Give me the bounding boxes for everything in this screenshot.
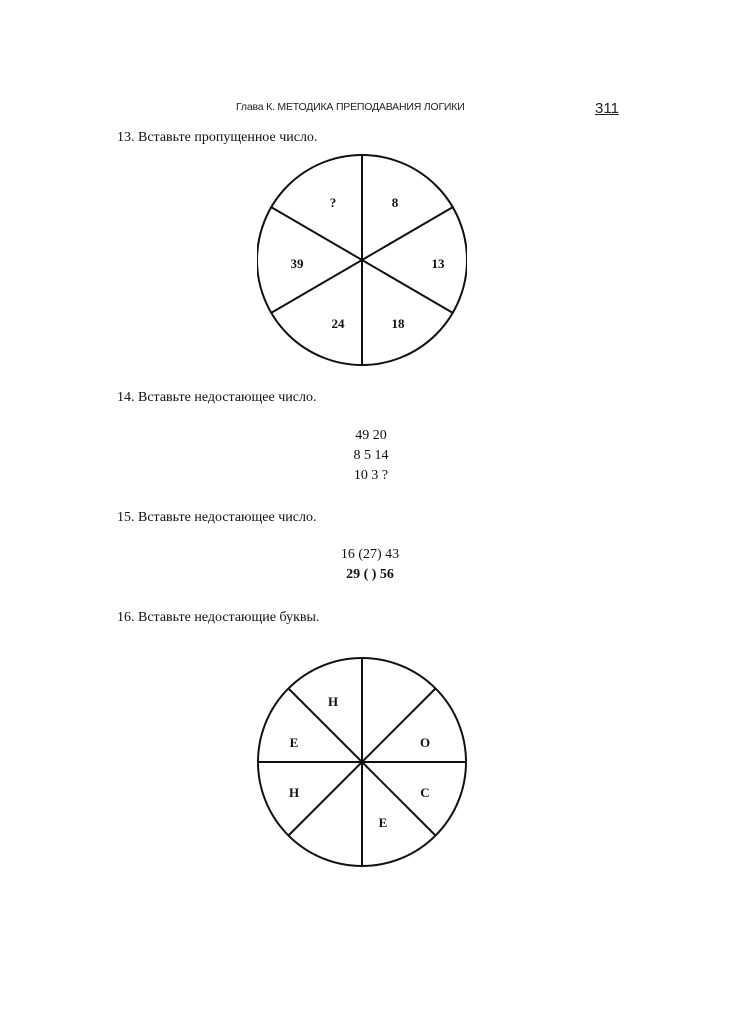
page-number: 311 [595,100,619,117]
sequence-row: 29 ( ) 56 [346,567,394,582]
wheel-value: 8 [391,195,399,210]
wheel-letter: С [420,785,430,800]
wheel-letter: Н [288,785,300,800]
wheel-value: 39 [290,256,304,271]
running-head: Глава К. МЕТОДИКА ПРЕПОДАВАНИЯ ЛОГИКИ [236,101,465,113]
sequence-row: 10 3 ? [353,468,389,483]
wheel-value: 24 [331,316,345,331]
sequence-row: 8 5 14 [353,448,389,463]
letter-wheel [255,655,469,869]
wheel-value: ? [329,195,337,210]
wheel-letter: О [419,735,431,750]
wheel-letter: Е [289,735,299,750]
sequence-row: 16 (27) 43 [340,547,400,562]
sequence-row: 49 20 [355,428,387,443]
wheel-letter: Е [378,815,388,830]
question-13-title: 13. Вставьте пропущенное число. [117,130,318,145]
wheel-value: 13 [431,256,445,271]
number-wheel [257,152,467,372]
question-14-title: 14. Вставьте недостающее число. [117,390,317,405]
question-16-title: 16. Вставьте недостающие буквы. [117,610,320,625]
wheel-value: 18 [391,316,405,331]
question-15-title: 15. Вставьте недостающее число. [117,510,317,525]
wheel-letter: Н [327,694,339,709]
